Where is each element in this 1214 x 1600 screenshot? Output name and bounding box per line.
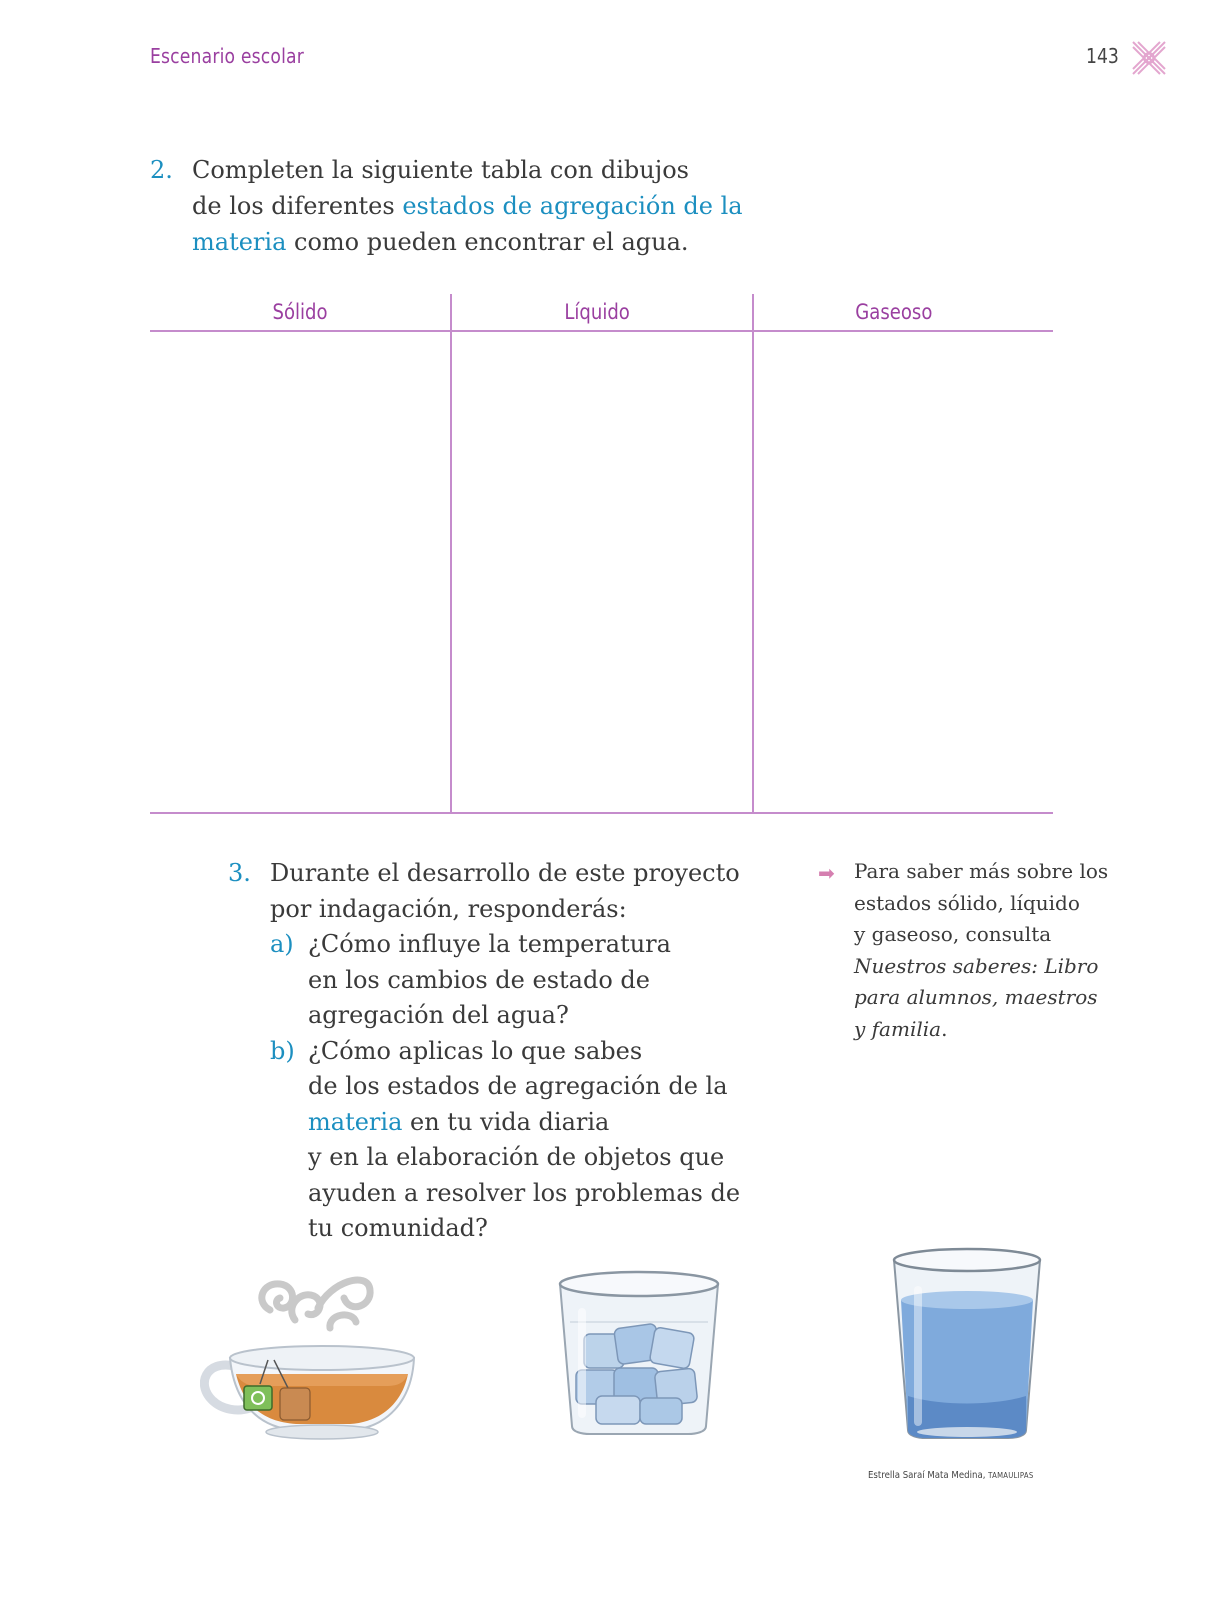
- question-text: de los diferentes estados de agregación de la: [192, 192, 743, 220]
- glass-of-ice-illustration: [556, 1268, 722, 1438]
- sub-question-letter: a): [270, 930, 294, 958]
- glossary-term: materia: [192, 228, 287, 256]
- question-2: [150, 152, 790, 260]
- illustration-credit: Estrella Saraí Mata Medina, TAMAULIPAS: [868, 1470, 1034, 1481]
- sub-question-text: agregación del agua?: [308, 1001, 569, 1029]
- section-title: Escenario escolar: [150, 44, 304, 68]
- column-header-gas: Gaseoso: [855, 300, 933, 324]
- column-header-liquid: Líquido: [564, 300, 630, 324]
- hot-tea-cup-illustration: [200, 1262, 422, 1450]
- question-text: materia como pueden encontrar el agua.: [192, 228, 689, 256]
- glossary-term: materia: [308, 1107, 403, 1136]
- table-bottom-border: [150, 812, 1053, 814]
- sub-question-text: ¿Cómo influye la temperatura: [308, 930, 671, 958]
- sub-question-b: [270, 1034, 758, 1247]
- question-number: 2.: [150, 156, 173, 184]
- sub-question-letter: b): [270, 1036, 295, 1065]
- drawing-cell-liquid[interactable]: [452, 334, 752, 804]
- page-number: 143: [1086, 44, 1119, 68]
- question-text: por indagación, responderás:: [270, 894, 627, 923]
- question-text: Durante el desarrollo de este proyecto: [270, 859, 740, 887]
- question-3: [228, 856, 758, 1247]
- sub-question-text: materia en tu vida diaria: [308, 1107, 610, 1136]
- note-text: estados sólido, líquido: [854, 890, 1080, 915]
- question-number: 3.: [228, 859, 251, 887]
- question-text: Completen la siguiente tabla con dibujos: [192, 156, 689, 184]
- table-divider: [150, 330, 1053, 332]
- arrow-right-icon: ➡: [818, 861, 835, 885]
- glossary-term: estados de agregación de la: [402, 192, 743, 220]
- states-table: [150, 294, 1053, 814]
- sub-question-text: en los cambios de estado de: [308, 965, 650, 994]
- sub-question-text: ¿Cómo aplicas lo que sabes: [308, 1036, 643, 1065]
- note-text: y gaseoso, consulta: [854, 922, 1052, 946]
- column-header-solid: Sólido: [272, 300, 328, 324]
- book-title: y familia.: [854, 1016, 948, 1041]
- drawing-cell-solid[interactable]: [150, 334, 450, 804]
- sub-question-a: [270, 927, 758, 1034]
- sub-question-text: de los estados de agregación de la: [308, 1072, 728, 1100]
- sub-question-text: ayuden a resolver los problemas de: [308, 1178, 741, 1207]
- ornament-icon: [1129, 38, 1169, 78]
- drawing-cell-gas[interactable]: [754, 334, 1053, 804]
- sub-question-text: y en la elaboración de objetos que: [308, 1143, 725, 1171]
- glass-of-water-illustration: [890, 1246, 1044, 1442]
- book-title: para alumnos, maestros: [854, 985, 1098, 1009]
- sub-question-text: tu comunidad?: [308, 1214, 488, 1242]
- reference-note: [818, 856, 1118, 1045]
- note-text: Para saber más sobre los: [854, 859, 1109, 883]
- book-title: Nuestros saberes: Libro: [854, 953, 1099, 978]
